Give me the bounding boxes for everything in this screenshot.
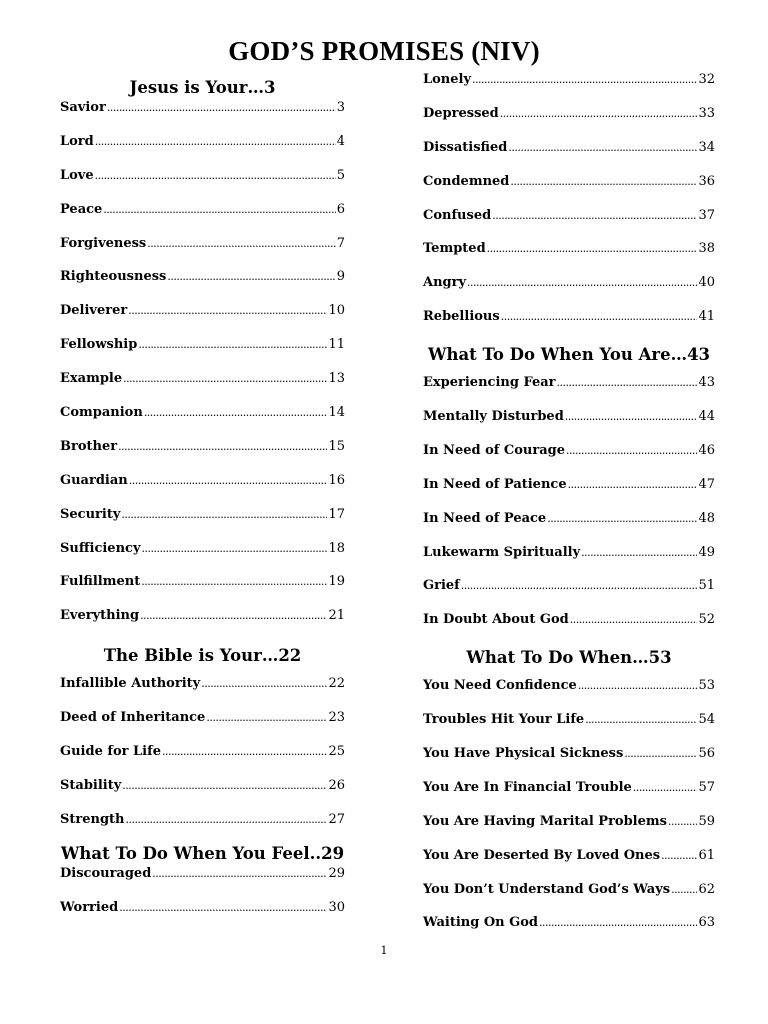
toc-entry[interactable] (423, 678, 715, 712)
toc-entry[interactable] (60, 812, 345, 846)
toc-entry-label: Waiting On God (423, 915, 539, 931)
toc-entry[interactable] (423, 578, 715, 612)
toc-entry-label: You Are Having Marital Problems (423, 813, 667, 829)
toc-entry-label: Fellowship (60, 337, 138, 353)
toc-entry-page-number: 29 (328, 865, 345, 881)
dot-leader (152, 867, 327, 880)
dot-leader (142, 542, 328, 555)
toc-entry-page-number: 38 (698, 241, 715, 257)
toc-entry-page-number: 40 (698, 275, 715, 291)
toc-entry-page-number: 19 (328, 574, 345, 590)
dot-leader (121, 508, 327, 521)
toc-entry[interactable] (60, 473, 345, 507)
toc-entry-page-number: 26 (328, 777, 345, 793)
toc-entry-label: Peace (60, 201, 103, 217)
toc-entry[interactable] (60, 100, 345, 134)
toc-entry-page-number: 9 (336, 269, 345, 285)
dot-leader (500, 107, 698, 120)
toc-entry-page-number: 5 (336, 167, 345, 183)
toc-entry-page-number: 57 (698, 779, 715, 795)
toc-entry[interactable] (423, 511, 715, 545)
toc-entry-label: Everything (60, 608, 140, 624)
dot-leader (557, 376, 698, 389)
toc-entry[interactable] (60, 676, 345, 710)
toc-entry-page-number: 33 (698, 105, 715, 121)
dot-leader (147, 237, 335, 250)
toc-entry-page-number: 11 (328, 337, 345, 353)
toc-entry[interactable] (60, 371, 345, 405)
toc-entry-page-number: 15 (328, 438, 345, 454)
dot-leader (539, 916, 697, 929)
toc-entry-label: Sufficiency (60, 540, 141, 556)
toc-section-list (423, 678, 715, 949)
toc-entry-page-number: 46 (698, 442, 715, 458)
dot-leader (487, 242, 698, 255)
section-heading: What To Do When…53 (466, 648, 672, 668)
toc-entry[interactable] (423, 375, 715, 409)
dot-leader (581, 546, 697, 559)
toc-entry-page-number: 36 (698, 173, 715, 189)
toc-section-list (60, 100, 345, 642)
dot-leader (570, 613, 698, 626)
toc-entry[interactable] (423, 545, 715, 579)
toc-entry-label: Troubles Hit Your Life (423, 712, 585, 728)
toc-entry-label: You Have Physical Sickness (423, 746, 624, 762)
toc-entry[interactable] (423, 409, 715, 443)
toc-entry-label: Worried (60, 899, 119, 915)
dot-leader (206, 711, 327, 724)
toc-section-list (423, 375, 715, 646)
toc-entry[interactable] (60, 236, 345, 270)
dot-leader (141, 575, 327, 588)
toc-entry-label: Confused (423, 207, 492, 223)
dot-leader (633, 781, 698, 794)
toc-entry-page-number: 16 (328, 472, 345, 488)
toc-entry-page-number: 44 (698, 409, 715, 425)
toc-entry[interactable] (60, 541, 345, 575)
dot-leader (140, 609, 327, 622)
toc-entry-label: In Need of Patience (423, 476, 567, 492)
toc-entry-label: Love (60, 167, 94, 183)
toc-entry-page-number: 3 (336, 100, 345, 115)
toc-entry-label: You Need Confidence (423, 678, 577, 694)
toc-entry[interactable] (60, 269, 345, 303)
toc-entry[interactable] (423, 814, 715, 848)
toc-entry[interactable] (60, 439, 345, 473)
dot-leader (501, 310, 698, 323)
toc-entry-page-number: 41 (698, 309, 715, 325)
toc-entry-page-number: 54 (698, 712, 715, 728)
toc-entry-label: Grief (423, 578, 460, 594)
toc-entry[interactable] (60, 337, 345, 371)
toc-entry-label: Brother (60, 438, 118, 454)
toc-entry-label: Savior (60, 100, 106, 115)
toc-entry-label: You Are In Financial Trouble (423, 779, 632, 795)
dot-leader (585, 713, 697, 726)
toc-section-list (423, 72, 715, 343)
toc-entry-page-number: 23 (328, 710, 345, 726)
toc-entry[interactable] (60, 202, 345, 236)
dot-leader (472, 73, 697, 86)
toc-section-list (60, 866, 345, 934)
toc-entry-page-number: 4 (336, 133, 345, 149)
toc-entry[interactable] (60, 574, 345, 608)
toc-entry-page-number: 56 (698, 746, 715, 762)
toc-entry[interactable] (60, 507, 345, 541)
toc-entry-page-number: 52 (698, 612, 715, 628)
toc-entry[interactable] (423, 612, 715, 646)
toc-entry-label: Tempted (423, 241, 486, 257)
toc-entry-label: Example (60, 371, 123, 387)
toc-entry-label: Companion (60, 405, 143, 421)
toc-entry-page-number: 48 (698, 510, 715, 526)
toc-entry-label: Righteousness (60, 269, 167, 285)
toc-entry-page-number: 30 (328, 899, 345, 915)
toc-entry[interactable] (423, 780, 715, 814)
toc-entry[interactable] (423, 241, 715, 275)
toc-entry-page-number: 22 (328, 676, 345, 692)
toc-entry-label: Condemned (423, 173, 510, 189)
toc-entry-page-number: 10 (328, 303, 345, 319)
toc-entry-label: Discouraged (60, 865, 152, 881)
dot-leader (201, 677, 327, 690)
dot-leader (578, 679, 698, 692)
toc-entry-page-number: 27 (328, 811, 345, 827)
toc-entry[interactable] (60, 900, 345, 934)
toc-entry-label: Strength (60, 811, 125, 827)
toc-entry[interactable] (423, 174, 715, 208)
toc-entry-page-number: 7 (336, 235, 345, 251)
toc-entry-label: Guardian (60, 472, 128, 488)
dot-leader (95, 135, 336, 148)
toc-entry-label: Rebellious (423, 309, 500, 325)
toc-entry-page-number: 47 (698, 476, 715, 492)
toc-entry-page-number: 17 (328, 506, 345, 522)
dot-leader (162, 745, 327, 758)
toc-entry-page-number: 25 (328, 744, 345, 760)
toc-entry-label: Lord (60, 133, 94, 149)
dot-leader (624, 747, 697, 760)
section-heading: What To Do When You Feel..29 (60, 843, 345, 863)
dot-leader (128, 304, 327, 317)
toc-entry[interactable] (423, 746, 715, 780)
toc-entry[interactable] (423, 208, 715, 242)
toc-entry-label: Deed of Inheritance (60, 710, 206, 726)
section-heading: What To Do When You Are…43 (427, 345, 711, 365)
dot-leader (119, 901, 327, 914)
toc-entry-page-number: 37 (698, 207, 715, 223)
dot-leader (123, 372, 327, 385)
toc-entry-page-number: 32 (698, 72, 715, 87)
toc-entry[interactable] (423, 309, 715, 343)
toc-entry[interactable] (423, 712, 715, 746)
toc-entry-page-number: 14 (328, 405, 345, 421)
toc-entry[interactable] (423, 275, 715, 309)
toc-entry[interactable] (60, 744, 345, 778)
toc-entry-page-number: 61 (698, 847, 715, 863)
dot-leader (661, 849, 697, 862)
dot-leader (510, 175, 697, 188)
dot-leader (144, 406, 328, 419)
dot-leader (568, 478, 698, 491)
toc-entry-label: Infallible Authority (60, 676, 201, 692)
dot-leader (668, 815, 697, 828)
toc-entry-label: Security (60, 506, 121, 522)
toc-entry-page-number: 63 (698, 915, 715, 931)
toc-entry-label: Mentally Disturbed (423, 409, 564, 425)
dot-leader (129, 474, 328, 487)
section-heading: Jesus is Your…3 (129, 78, 276, 97)
toc-entry[interactable] (423, 477, 715, 511)
toc-entry-label: Depressed (423, 105, 499, 121)
dot-leader (461, 579, 698, 592)
toc-entry-label: Deliverer (60, 303, 128, 319)
toc-entry[interactable] (423, 848, 715, 882)
toc-entry[interactable] (423, 140, 715, 174)
toc-entry-page-number: 49 (698, 544, 715, 560)
dot-leader (95, 169, 336, 182)
toc-entry-label: In Need of Peace (423, 510, 547, 526)
dot-leader (118, 440, 327, 453)
toc-entry-label: Dissatisfied (423, 139, 508, 155)
dot-leader (467, 276, 697, 289)
toc-entry-label: Lukewarm Spiritually (423, 544, 581, 560)
toc-left-column (60, 76, 345, 933)
toc-entry[interactable] (423, 443, 715, 477)
toc-entry[interactable] (60, 134, 345, 168)
toc-entry-page-number: 59 (698, 813, 715, 829)
dot-leader (126, 813, 328, 826)
dot-leader (107, 101, 336, 114)
dot-leader (566, 444, 697, 457)
dot-leader (492, 209, 697, 222)
toc-entry[interactable] (60, 303, 345, 337)
toc-entry[interactable] (60, 778, 345, 812)
page-title: GOD’S PROMISES (NIV) (228, 36, 540, 66)
toc-entry[interactable] (60, 168, 345, 202)
toc-entry-page-number: 18 (328, 540, 345, 556)
page-number: 1 (380, 944, 388, 957)
toc-entry-label: You Are Deserted By Loved Ones (423, 847, 661, 863)
toc-entry-label: In Need of Courage (423, 442, 565, 458)
dot-leader (547, 512, 697, 525)
toc-entry-page-number: 6 (336, 201, 345, 217)
dot-leader (565, 410, 698, 423)
toc-entry[interactable] (423, 106, 715, 140)
toc-entry-label: In Doubt About God (423, 612, 569, 628)
toc-entry-label: Experiencing Fear (423, 375, 556, 391)
toc-entry-page-number: 21 (328, 608, 345, 624)
toc-section-list (60, 676, 345, 845)
dot-leader (671, 883, 697, 896)
toc-entry-label: Guide for Life (60, 744, 161, 760)
dot-leader (138, 338, 327, 351)
toc-entry-page-number: 13 (328, 371, 345, 387)
toc-entry-page-number: 62 (698, 881, 715, 897)
toc-right-column (423, 72, 715, 949)
toc-entry-page-number: 34 (698, 139, 715, 155)
toc-entry-label: Angry (423, 275, 467, 291)
dot-leader (122, 779, 327, 792)
dot-leader (103, 203, 335, 216)
toc-entry[interactable] (60, 608, 345, 642)
toc-entry[interactable] (423, 882, 715, 916)
toc-entry-page-number: 51 (698, 578, 715, 594)
toc-entry-label: Stability (60, 777, 122, 793)
toc-entry-label: Fulfillment (60, 574, 141, 590)
toc-entry[interactable] (60, 710, 345, 744)
toc-entry[interactable] (60, 405, 345, 439)
toc-entry[interactable] (60, 866, 345, 900)
section-heading: The Bible is Your…22 (103, 646, 302, 666)
toc-entry-label: You Don’t Understand God’s Ways (423, 881, 671, 897)
toc-entry-label: Lonely (423, 72, 472, 87)
dot-leader (167, 270, 335, 283)
dot-leader (508, 141, 697, 154)
toc-entry[interactable] (423, 72, 715, 106)
toc-entry-page-number: 43 (698, 375, 715, 391)
toc-entry-label: Forgiveness (60, 235, 147, 251)
toc-entry-page-number: 53 (698, 678, 715, 694)
